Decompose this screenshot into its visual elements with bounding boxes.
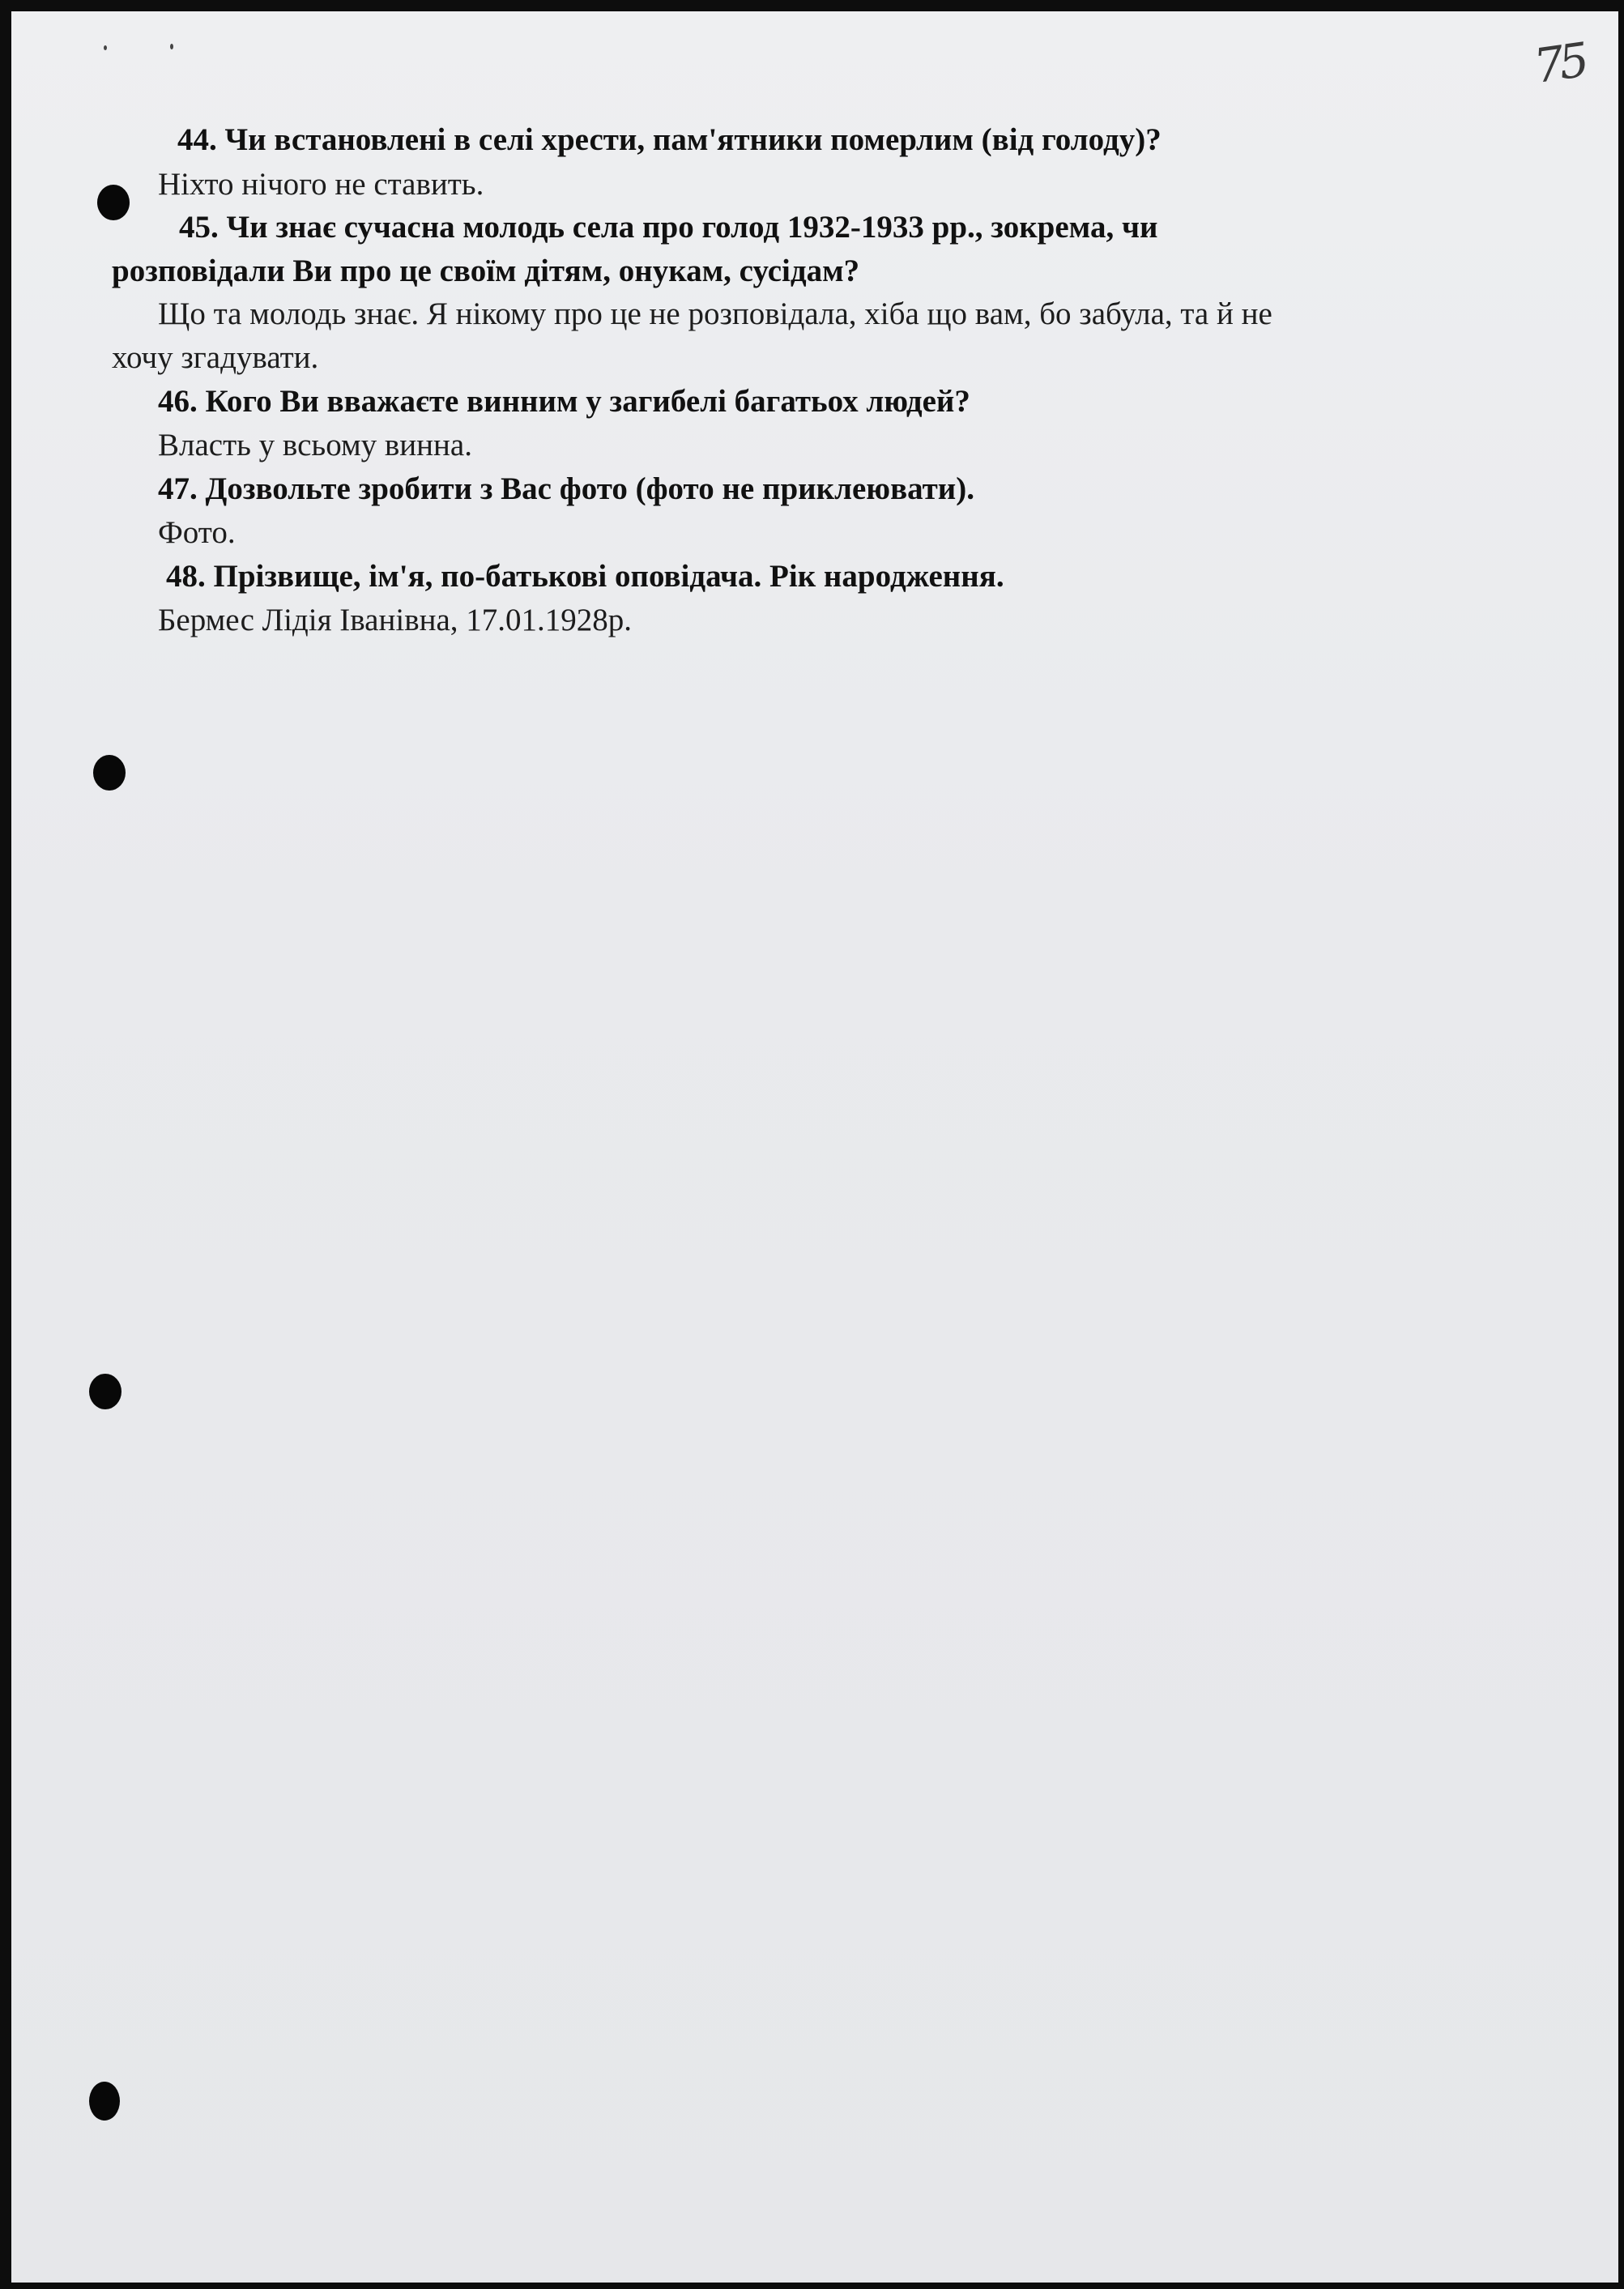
punch-hole-1 [97,185,130,220]
question-48: 48. Прізвище, ім'я, по-батькові оповідача. Рік народження. [166,559,1004,594]
speck [104,45,107,50]
answer-48: Бермес Лідія Іванівна, 17.01.1928р. [158,603,633,637]
punch-hole-2 [93,755,126,791]
speck [170,44,173,49]
answer-44: Ніхто нічого не ставить. [158,167,484,202]
answer-47: Фото. [158,515,236,550]
question-45-line-1: 45. Чи знає сучасна молодь села про голод 1932-1933 рр., зокрема, чи [179,210,1158,245]
punch-hole-4 [89,2082,120,2121]
question-45-line-2: розповідали Ви про це своїм дітям, онукам, сусідам? [112,254,860,288]
question-44: 44. Чи встановлені в селі хрести, пам'ятники померлим (від голоду)? [177,122,1162,157]
question-47: 47. Дозвольте зробити з Вас фото (фото не приклеювати). [158,471,974,506]
answer-45-line-1: Що та молодь знає. Я нікому про це не розповідала, хіба що вам, бо забула, та й не [158,296,1272,331]
answer-45-line-2: хочу згадувати. [112,340,319,375]
punch-hole-3 [89,1374,121,1409]
question-46: 46. Кого Ви вважаєте винним у загибелі багатьох людей? [158,384,970,419]
document-page [11,11,1618,2283]
handwritten-page-number: 75 [1530,32,1588,94]
answer-46: Власть у всьому винна. [158,428,472,462]
